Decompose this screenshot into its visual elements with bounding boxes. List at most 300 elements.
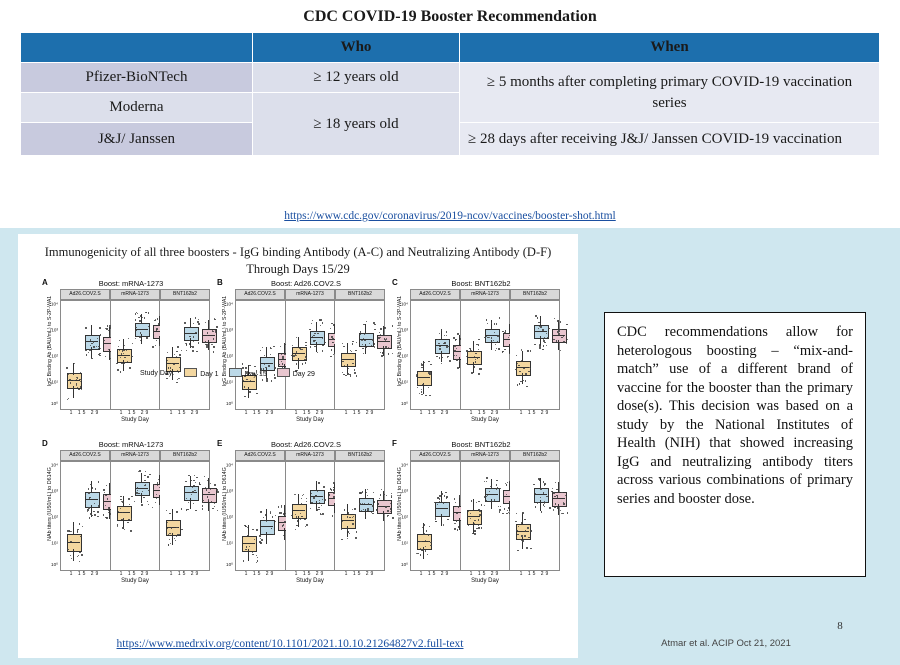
data-point bbox=[444, 495, 445, 496]
data-point bbox=[281, 507, 282, 508]
data-point bbox=[105, 517, 106, 518]
data-point bbox=[179, 354, 180, 355]
data-point bbox=[556, 495, 557, 496]
data-point bbox=[169, 535, 170, 536]
data-point bbox=[496, 488, 497, 489]
ytick: 10¹ bbox=[401, 540, 408, 546]
data-point bbox=[194, 490, 195, 491]
data-point bbox=[156, 494, 157, 495]
ytick: 10² bbox=[226, 514, 233, 520]
cdc-source-link[interactable]: https://www.cdc.gov/coronavirus/2019-ncov/vaccines/booster-shot.html bbox=[284, 210, 616, 222]
data-point bbox=[259, 535, 260, 536]
cell-bnt bbox=[510, 300, 560, 410]
panel-f-boost: Boost: BNT162b2 bbox=[451, 440, 511, 449]
data-point bbox=[85, 503, 86, 504]
panel-d-strips bbox=[60, 450, 210, 461]
data-point bbox=[204, 476, 205, 477]
legend-item-day15 bbox=[229, 368, 267, 378]
data-point bbox=[118, 346, 119, 347]
data-point bbox=[446, 496, 447, 497]
strip-ad26: Ad26.COV2.S bbox=[60, 289, 110, 300]
data-point bbox=[479, 514, 480, 515]
data-point bbox=[425, 550, 426, 551]
panel-f-xlabel: Study Day bbox=[471, 578, 499, 584]
xtick-group: 1 15 29 bbox=[469, 571, 501, 577]
data-point bbox=[363, 353, 364, 354]
legend-swatch-day29 bbox=[277, 368, 290, 377]
data-point bbox=[443, 343, 444, 344]
data-point bbox=[494, 499, 495, 500]
data-point bbox=[435, 521, 436, 522]
legend-label-day15: Day 15 bbox=[244, 371, 267, 378]
data-point bbox=[436, 356, 437, 357]
data-point bbox=[383, 494, 384, 495]
figure-grid bbox=[42, 278, 562, 628]
data-point bbox=[441, 363, 442, 364]
panel-d-xticks bbox=[60, 571, 210, 577]
data-point bbox=[212, 508, 213, 509]
data-point bbox=[522, 512, 523, 513]
data-point bbox=[213, 338, 214, 339]
panel-d-plot bbox=[42, 461, 210, 571]
data-point bbox=[214, 503, 215, 504]
data-point bbox=[97, 516, 98, 517]
data-point bbox=[177, 379, 178, 380]
strip-bnt: BNT162b2 bbox=[510, 289, 560, 300]
data-point bbox=[202, 500, 203, 501]
data-point bbox=[129, 367, 130, 368]
data-point bbox=[537, 317, 538, 318]
data-point bbox=[271, 348, 272, 349]
data-point bbox=[81, 555, 82, 556]
ytick: 10¹ bbox=[401, 379, 408, 385]
data-point bbox=[140, 315, 141, 316]
data-point bbox=[344, 509, 345, 510]
cell-who-pfizer: ≥ 12 years old bbox=[253, 63, 460, 93]
panel-e-xticks bbox=[235, 571, 385, 577]
data-point bbox=[189, 343, 190, 344]
data-point bbox=[100, 327, 101, 328]
panel-a-boost: Boost: mRNA-1273 bbox=[98, 279, 164, 288]
data-point bbox=[297, 520, 298, 521]
data-point bbox=[356, 531, 357, 532]
data-point bbox=[421, 389, 422, 390]
data-point bbox=[421, 367, 422, 368]
ytick: 10³ bbox=[51, 488, 58, 494]
data-point bbox=[505, 330, 506, 331]
data-point bbox=[428, 387, 429, 388]
data-point bbox=[193, 503, 194, 504]
data-point bbox=[67, 549, 68, 550]
data-point bbox=[205, 322, 206, 323]
data-point bbox=[97, 511, 98, 512]
legend-label-day29: Day 29 bbox=[292, 371, 315, 378]
xtick-group: 1 15 29 bbox=[344, 410, 376, 416]
data-point bbox=[330, 488, 331, 489]
panel-f-cells bbox=[410, 461, 560, 571]
panel-d-boost: Boost: mRNA-1273 bbox=[98, 440, 164, 449]
data-point bbox=[139, 470, 140, 471]
data-point bbox=[496, 323, 497, 324]
data-point bbox=[206, 346, 207, 347]
data-point bbox=[306, 524, 307, 525]
data-point bbox=[181, 529, 182, 530]
data-point bbox=[491, 486, 492, 487]
data-point bbox=[157, 482, 158, 483]
data-point bbox=[173, 364, 174, 365]
data-point bbox=[85, 350, 86, 351]
data-point bbox=[96, 346, 97, 347]
data-point bbox=[565, 495, 566, 496]
panel-c-xlabel: Study Day bbox=[471, 417, 499, 423]
data-point bbox=[525, 380, 526, 381]
data-point bbox=[293, 355, 294, 356]
data-point bbox=[352, 341, 353, 342]
legend-item-day1 bbox=[184, 368, 218, 378]
panel-a-plot bbox=[42, 300, 210, 410]
data-point bbox=[176, 351, 177, 352]
cell-bnt bbox=[160, 461, 210, 571]
data-point bbox=[79, 552, 80, 553]
data-point bbox=[256, 555, 257, 556]
figure-legend bbox=[140, 368, 315, 378]
data-point bbox=[428, 361, 429, 362]
data-point bbox=[291, 515, 292, 516]
data-point bbox=[332, 515, 333, 516]
data-point bbox=[554, 496, 555, 497]
data-point bbox=[296, 351, 297, 352]
data-point bbox=[144, 485, 145, 486]
data-point bbox=[330, 356, 331, 357]
data-point bbox=[149, 332, 150, 333]
data-point bbox=[544, 483, 545, 484]
data-point bbox=[67, 399, 68, 400]
panel-f-strips bbox=[410, 450, 560, 461]
panel-e bbox=[217, 439, 385, 584]
data-point bbox=[199, 482, 200, 483]
data-point bbox=[145, 471, 146, 472]
data-point bbox=[273, 346, 274, 347]
ytick: 10⁴ bbox=[225, 301, 233, 307]
cell-ad26 bbox=[235, 461, 286, 571]
data-point bbox=[91, 358, 92, 359]
data-point bbox=[492, 501, 493, 502]
panel-c-strips bbox=[410, 289, 560, 300]
data-point bbox=[70, 382, 71, 383]
data-point bbox=[132, 343, 133, 344]
data-point bbox=[356, 342, 357, 343]
figure-title bbox=[24, 244, 572, 278]
data-point bbox=[270, 512, 271, 513]
data-point bbox=[116, 363, 117, 364]
data-point bbox=[484, 505, 485, 506]
ytick: 10¹ bbox=[51, 540, 58, 546]
panel-e-cells bbox=[235, 461, 385, 571]
strip-ad26: Ad26.COV2.S bbox=[235, 450, 285, 461]
panel-b-strips bbox=[235, 289, 385, 300]
data-point bbox=[421, 394, 422, 395]
data-point bbox=[522, 540, 523, 541]
ytick: 10³ bbox=[226, 327, 233, 333]
data-point bbox=[256, 541, 257, 542]
data-point bbox=[474, 520, 475, 521]
data-point bbox=[475, 361, 476, 362]
data-point bbox=[195, 482, 196, 483]
strip-mrna: mRNA-1273 bbox=[285, 289, 335, 300]
data-point bbox=[152, 346, 153, 347]
data-point bbox=[108, 507, 109, 508]
data-point bbox=[256, 562, 257, 563]
data-point bbox=[355, 537, 356, 538]
data-point bbox=[539, 347, 540, 348]
data-point bbox=[341, 539, 342, 540]
data-point bbox=[155, 345, 156, 346]
data-point bbox=[178, 534, 179, 535]
data-point bbox=[557, 496, 558, 497]
data-point bbox=[542, 329, 543, 330]
panel-e-boost: Boost: Ad26.COV2.S bbox=[270, 440, 342, 449]
data-point bbox=[347, 538, 348, 539]
data-point bbox=[194, 475, 195, 476]
data-point bbox=[181, 508, 182, 509]
data-point bbox=[542, 349, 543, 350]
data-point bbox=[311, 323, 312, 324]
data-point bbox=[354, 514, 355, 515]
data-point bbox=[420, 548, 421, 549]
data-point bbox=[120, 496, 121, 497]
data-point bbox=[333, 482, 334, 483]
data-point bbox=[439, 495, 440, 496]
legend-item-day29 bbox=[277, 368, 315, 378]
data-point bbox=[388, 353, 389, 354]
legend-swatch-day1 bbox=[184, 368, 197, 377]
data-point bbox=[470, 349, 471, 350]
data-point bbox=[332, 338, 333, 339]
data-point bbox=[196, 351, 197, 352]
data-point bbox=[333, 492, 334, 493]
data-point bbox=[263, 517, 264, 518]
cell-brand-pfizer: Pfizer-BioNTech bbox=[21, 63, 253, 93]
data-point bbox=[385, 506, 386, 507]
data-point bbox=[484, 337, 485, 338]
data-point bbox=[495, 350, 496, 351]
data-point bbox=[423, 533, 424, 534]
panel-a-letter: A bbox=[42, 278, 48, 287]
data-point bbox=[521, 535, 522, 536]
data-point bbox=[421, 364, 422, 365]
data-point bbox=[86, 354, 87, 355]
strip-ad26: Ad26.COV2.S bbox=[235, 289, 285, 300]
data-point bbox=[441, 494, 442, 495]
data-point bbox=[275, 515, 276, 516]
data-point bbox=[66, 367, 67, 368]
data-point bbox=[380, 328, 381, 329]
strip-ad26: Ad26.COV2.S bbox=[410, 289, 460, 300]
data-point bbox=[74, 363, 75, 364]
data-point bbox=[549, 507, 550, 508]
data-point bbox=[554, 507, 555, 508]
data-point bbox=[481, 527, 482, 528]
data-point bbox=[443, 502, 444, 503]
data-point bbox=[374, 343, 375, 344]
panel-b-xlabel: Study Day bbox=[296, 417, 324, 423]
data-point bbox=[135, 330, 136, 331]
data-point bbox=[156, 498, 157, 499]
data-point bbox=[455, 523, 456, 524]
xtick-group: 1 15 29 bbox=[469, 410, 501, 416]
data-point bbox=[478, 519, 479, 520]
data-point bbox=[70, 555, 71, 556]
data-point bbox=[537, 503, 538, 504]
panel-row-bottom bbox=[42, 439, 562, 584]
data-point bbox=[98, 346, 99, 347]
cell-bnt bbox=[335, 300, 385, 410]
data-point bbox=[92, 487, 93, 488]
legend-swatch-day15 bbox=[229, 368, 242, 377]
panel-d-letter: D bbox=[42, 439, 48, 448]
data-point bbox=[117, 369, 118, 370]
data-point bbox=[156, 328, 157, 329]
data-point bbox=[135, 338, 136, 339]
ytick: 10² bbox=[401, 353, 408, 359]
data-point bbox=[349, 517, 350, 518]
cell-ad26 bbox=[410, 300, 461, 410]
data-point bbox=[520, 381, 521, 382]
medrxiv-source-link[interactable]: https://www.medrxiv.org/content/10.1101/2021.10.10.21264827v2.full-text bbox=[116, 638, 464, 650]
cell-mrna bbox=[286, 300, 336, 410]
data-point bbox=[423, 524, 424, 525]
data-point bbox=[486, 319, 487, 320]
cell-brand-moderna: Moderna bbox=[21, 93, 253, 123]
data-point bbox=[496, 480, 497, 481]
data-point bbox=[135, 495, 136, 496]
strip-mrna: mRNA-1273 bbox=[110, 450, 160, 461]
data-point bbox=[478, 501, 479, 502]
cell-mrna bbox=[111, 461, 161, 571]
data-point bbox=[329, 494, 330, 495]
data-point bbox=[262, 379, 263, 380]
data-point bbox=[215, 330, 216, 331]
data-point bbox=[547, 488, 548, 489]
data-point bbox=[348, 512, 349, 513]
data-point bbox=[188, 502, 189, 503]
page-title: CDC COVID-19 Booster Recommendation bbox=[303, 8, 597, 25]
data-point bbox=[95, 488, 96, 489]
data-point bbox=[123, 518, 124, 519]
data-point bbox=[443, 525, 444, 526]
strip-mrna: mRNA-1273 bbox=[110, 289, 160, 300]
data-point bbox=[87, 511, 88, 512]
data-point bbox=[466, 350, 467, 351]
data-point bbox=[322, 513, 323, 514]
data-point bbox=[554, 318, 555, 319]
data-point bbox=[345, 375, 346, 376]
data-point bbox=[278, 506, 279, 507]
data-point bbox=[268, 365, 269, 366]
data-point bbox=[355, 350, 356, 351]
data-point bbox=[516, 530, 517, 531]
data-point bbox=[372, 513, 373, 514]
data-point bbox=[556, 340, 557, 341]
data-point bbox=[374, 501, 375, 502]
data-point bbox=[446, 331, 447, 332]
data-point bbox=[202, 508, 203, 509]
data-point bbox=[85, 327, 86, 328]
data-point bbox=[454, 498, 455, 499]
xtick-group: 1 15 29 bbox=[244, 571, 276, 577]
data-point bbox=[499, 511, 500, 512]
data-point bbox=[137, 313, 138, 314]
cell-mrna bbox=[286, 461, 336, 571]
data-point bbox=[558, 333, 559, 334]
cell-ad26 bbox=[60, 300, 111, 410]
xtick-group: 1 15 29 bbox=[294, 410, 326, 416]
data-point bbox=[540, 488, 541, 489]
data-point bbox=[280, 346, 281, 347]
data-point bbox=[296, 363, 297, 364]
data-point bbox=[79, 379, 80, 380]
data-point bbox=[354, 372, 355, 373]
data-point bbox=[383, 327, 384, 328]
panel-f bbox=[392, 439, 560, 584]
ytick: 10¹ bbox=[226, 540, 233, 546]
panel-b-cells bbox=[235, 300, 385, 410]
data-point bbox=[544, 342, 545, 343]
data-point bbox=[88, 488, 89, 489]
data-point bbox=[244, 386, 245, 387]
data-point bbox=[302, 363, 303, 364]
data-point bbox=[476, 528, 477, 529]
data-point bbox=[202, 502, 203, 503]
data-point bbox=[331, 489, 332, 490]
data-point bbox=[544, 506, 545, 507]
data-point bbox=[90, 339, 91, 340]
data-point bbox=[120, 371, 121, 372]
data-point bbox=[468, 525, 469, 526]
data-point bbox=[214, 506, 215, 507]
data-point bbox=[174, 354, 175, 355]
data-point bbox=[104, 492, 105, 493]
data-point bbox=[166, 378, 167, 379]
data-point bbox=[531, 530, 532, 531]
data-point bbox=[526, 547, 527, 548]
data-point bbox=[167, 352, 168, 353]
data-point bbox=[333, 354, 334, 355]
data-point bbox=[323, 486, 324, 487]
data-point bbox=[435, 517, 436, 518]
callout-textbox: CDC recommendations allow for heterologous boosting – “mix-and-match” use of a different brand of vaccine for the booster than the primary dose(s). This decision was based on a study by the National Institutes of Health (NIH) that showed increasing IgG and neutralizing antibody titers across various combinations of primary series and booster dose. bbox=[604, 312, 866, 577]
data-point bbox=[139, 336, 140, 337]
data-point bbox=[186, 344, 187, 345]
data-point bbox=[305, 526, 306, 527]
panel-d-xlabel: Study Day bbox=[121, 578, 149, 584]
data-point bbox=[354, 369, 355, 370]
panel-f-ylabel: NAb titers (IU50/mL) to D614G bbox=[397, 467, 403, 541]
panel-d-ylabel: NAb titers (IU50/mL) to D614G bbox=[47, 467, 53, 541]
data-point bbox=[278, 364, 279, 365]
data-point bbox=[93, 341, 94, 342]
xtick-group: 1 15 29 bbox=[244, 410, 276, 416]
data-point bbox=[124, 529, 125, 530]
data-point bbox=[429, 373, 430, 374]
data-point bbox=[445, 492, 446, 493]
ytick: 10⁰ bbox=[401, 400, 408, 406]
data-point bbox=[262, 347, 263, 348]
data-point bbox=[130, 530, 131, 531]
data-point bbox=[177, 346, 178, 347]
data-point bbox=[166, 510, 167, 511]
data-point bbox=[98, 348, 99, 349]
